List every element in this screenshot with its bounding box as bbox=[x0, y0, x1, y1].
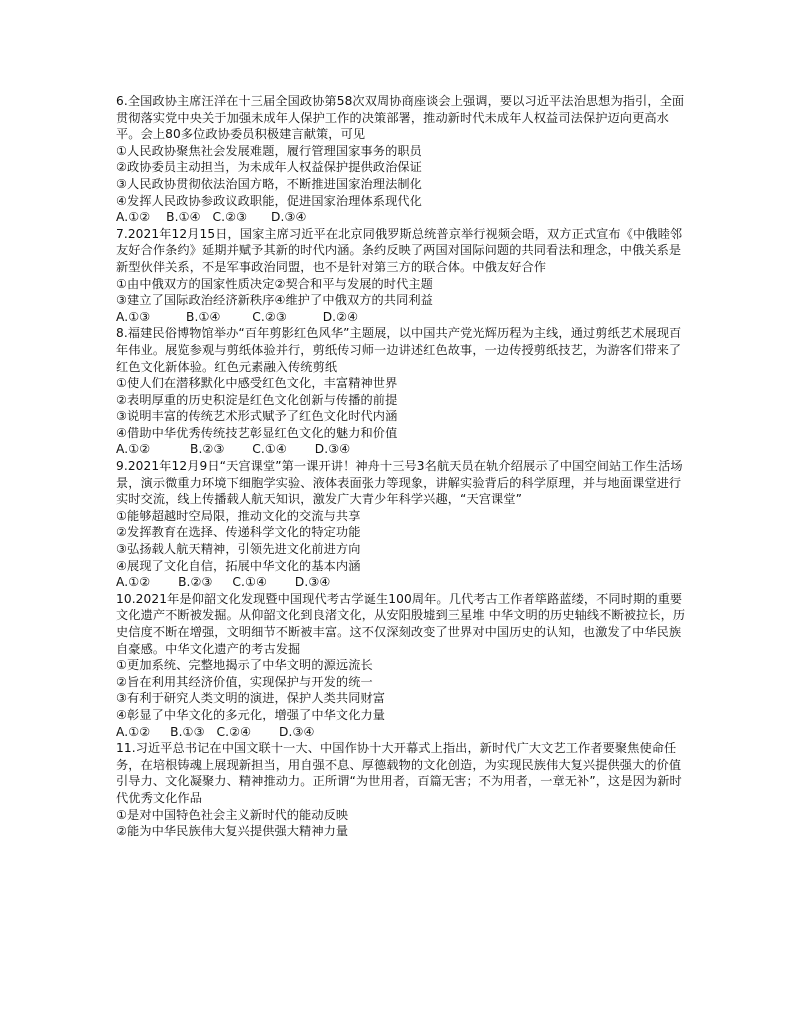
question-10 bbox=[116, 591, 688, 740]
option: ②表明厚重的历史积淀是红色文化创新与传播的前提 bbox=[116, 392, 398, 407]
option: ①由中俄双方的国家性质决定②契合和平与发展的时代主题 bbox=[116, 276, 433, 291]
option: ②政协委员主动担当，为未成年人权益保护提供政治保证 bbox=[116, 160, 422, 175]
question-stem: 9.2021年12月9日“天宫课堂”第一课开讲！神舟十三号3名航天员在轨介绍展示了中国空间站工作生活场景，演示微重力环境下细胞学实验、液体表面张力等现象，讲解实验背后的科学原理，并与地面课堂进行实时交流，线上传播载人航天知识，激发广大青少年科学兴趣，“天宫课堂” bbox=[116, 459, 683, 507]
option: ④展现了文化自信，拓展中华文化的基本内涵 bbox=[116, 558, 361, 573]
question-6 bbox=[116, 93, 688, 226]
option: ①能够超越时空局限，推动文化的交流与共享 bbox=[116, 508, 361, 523]
question-9 bbox=[116, 458, 688, 591]
option: ②发挥教育在选择、传递科学文化的特定功能 bbox=[116, 525, 361, 540]
answer-choices: A.①② B.②③ C.①④ D.③④ bbox=[116, 575, 331, 590]
question-7 bbox=[116, 226, 688, 326]
option: ②旨在利用其经济价值，实现保护与开发的统一 bbox=[116, 674, 373, 689]
option: ③人民政协贯彻依法治国方略，不断推进国家治理法制化 bbox=[116, 176, 422, 191]
question-8 bbox=[116, 325, 688, 458]
question-stem: 11.习近平总书记在中国文联十一大、中国作协十大开幕式上指出，新时代广大文艺工作者要聚焦使命任务，在培根铸魂上展现新担当，用自强不息、厚德载物的文化创造，为实现民族伟大复兴提供强大的价值引导力、文化凝聚力、精神推动力。正所谓“为世用者，百篇无害；不为用者，一章无补”，这是因为新时代优秀文化作品 bbox=[116, 741, 682, 805]
option: ①使人们在潜移默化中感受红色文化，丰富精神世界 bbox=[116, 376, 398, 391]
option: ③弘扬载人航天精神，引领先进文化前进方向 bbox=[116, 542, 361, 557]
option: ④借助中华优秀传统技艺彰显红色文化的魅力和价值 bbox=[116, 425, 398, 440]
exam-page bbox=[116, 93, 688, 840]
option: ①人民政协聚焦社会发展难题，履行管理国家事务的职员 bbox=[116, 143, 422, 158]
answer-choices: A.①② B.①③ C.②④ D.③④ bbox=[116, 724, 315, 739]
answer-choices: A.①③ B.①④ C.②③ D.②④ bbox=[116, 309, 359, 324]
option: ④彰显了中华文化的多元化，增强了中华文化力量 bbox=[116, 707, 386, 722]
question-stem: 7.2021年12月15日，国家主席习近平在北京同俄罗斯总统普京举行视频会晤，双方正式宣布《中俄睦邻友好合作条约》延期并赋予其新的时代内涵。条约反映了两国对国际问题的共同看法和理念，中俄关系是新型伙伴关系，不是军事政治同盟，也不是针对第三方的联合体。中俄友好合作 bbox=[116, 226, 683, 274]
question-stem: 8.福建民俗博物馆举办“百年剪影红色风华”主题展，以中国共产党光辉历程为主线，通过剪纸艺术展现百年伟业。展览参观与剪纸体验并行，剪纸传习师一边讲述红色故事，一边传授剪纸技艺，为游客们带来了红色文化新体验。红色元素融入传统剪纸 bbox=[116, 326, 682, 374]
option: ①更加系统、完整地揭示了中华文明的源远流长 bbox=[116, 658, 373, 673]
option: ③有利于研究人类文明的演进，保护人类共同财富 bbox=[116, 691, 386, 706]
question-11 bbox=[116, 740, 688, 840]
option: ②能为中华民族伟大复兴提供强大精神力量 bbox=[116, 824, 349, 839]
answer-choices: A.①② B.①④ C.②③ D.③④ bbox=[116, 210, 307, 225]
option: ①是对中国特色社会主义新时代的能动反映 bbox=[116, 807, 349, 822]
option: ④发挥人民政协参政议政职能，促进国家治理体系现代化 bbox=[116, 193, 422, 208]
answer-choices: A.①② B.②③ C.①④ D.③④ bbox=[116, 442, 351, 457]
option: ③建立了国际政治经济新秩序④维护了中俄双方的共同利益 bbox=[116, 293, 433, 308]
question-stem: 10.2021年是仰韶文化发现暨中国现代考古学诞生100周年。几代考古工作者筚路蓝缕，不同时期的重要文化遗产不断被发掘。从仰韶文化到良渚文化，从安阳殷墟到三星堆 中华文明的历史轴线不断被拉长，历史信度不断在增强，文明细节不断被丰富。这不仅深刻改变了世界对中国历史的认知，也激发了中华民族自豪感。中华文化遗产的考古发掘 bbox=[116, 591, 686, 656]
question-stem: 6.全国政协主席汪洋在十三届全国政协第58次双周协商座谈会上强调，要以习近平法治思想为指引，全面贯彻落实党中央关于加强未成年人保护工作的决策部署，推动新时代未成年人权益司法保护迈向更高水平。会上80多位政协委员积极建言献策，可见 bbox=[116, 94, 685, 142]
option: ③说明丰富的传统艺术形式赋予了红色文化时代内涵 bbox=[116, 409, 398, 424]
